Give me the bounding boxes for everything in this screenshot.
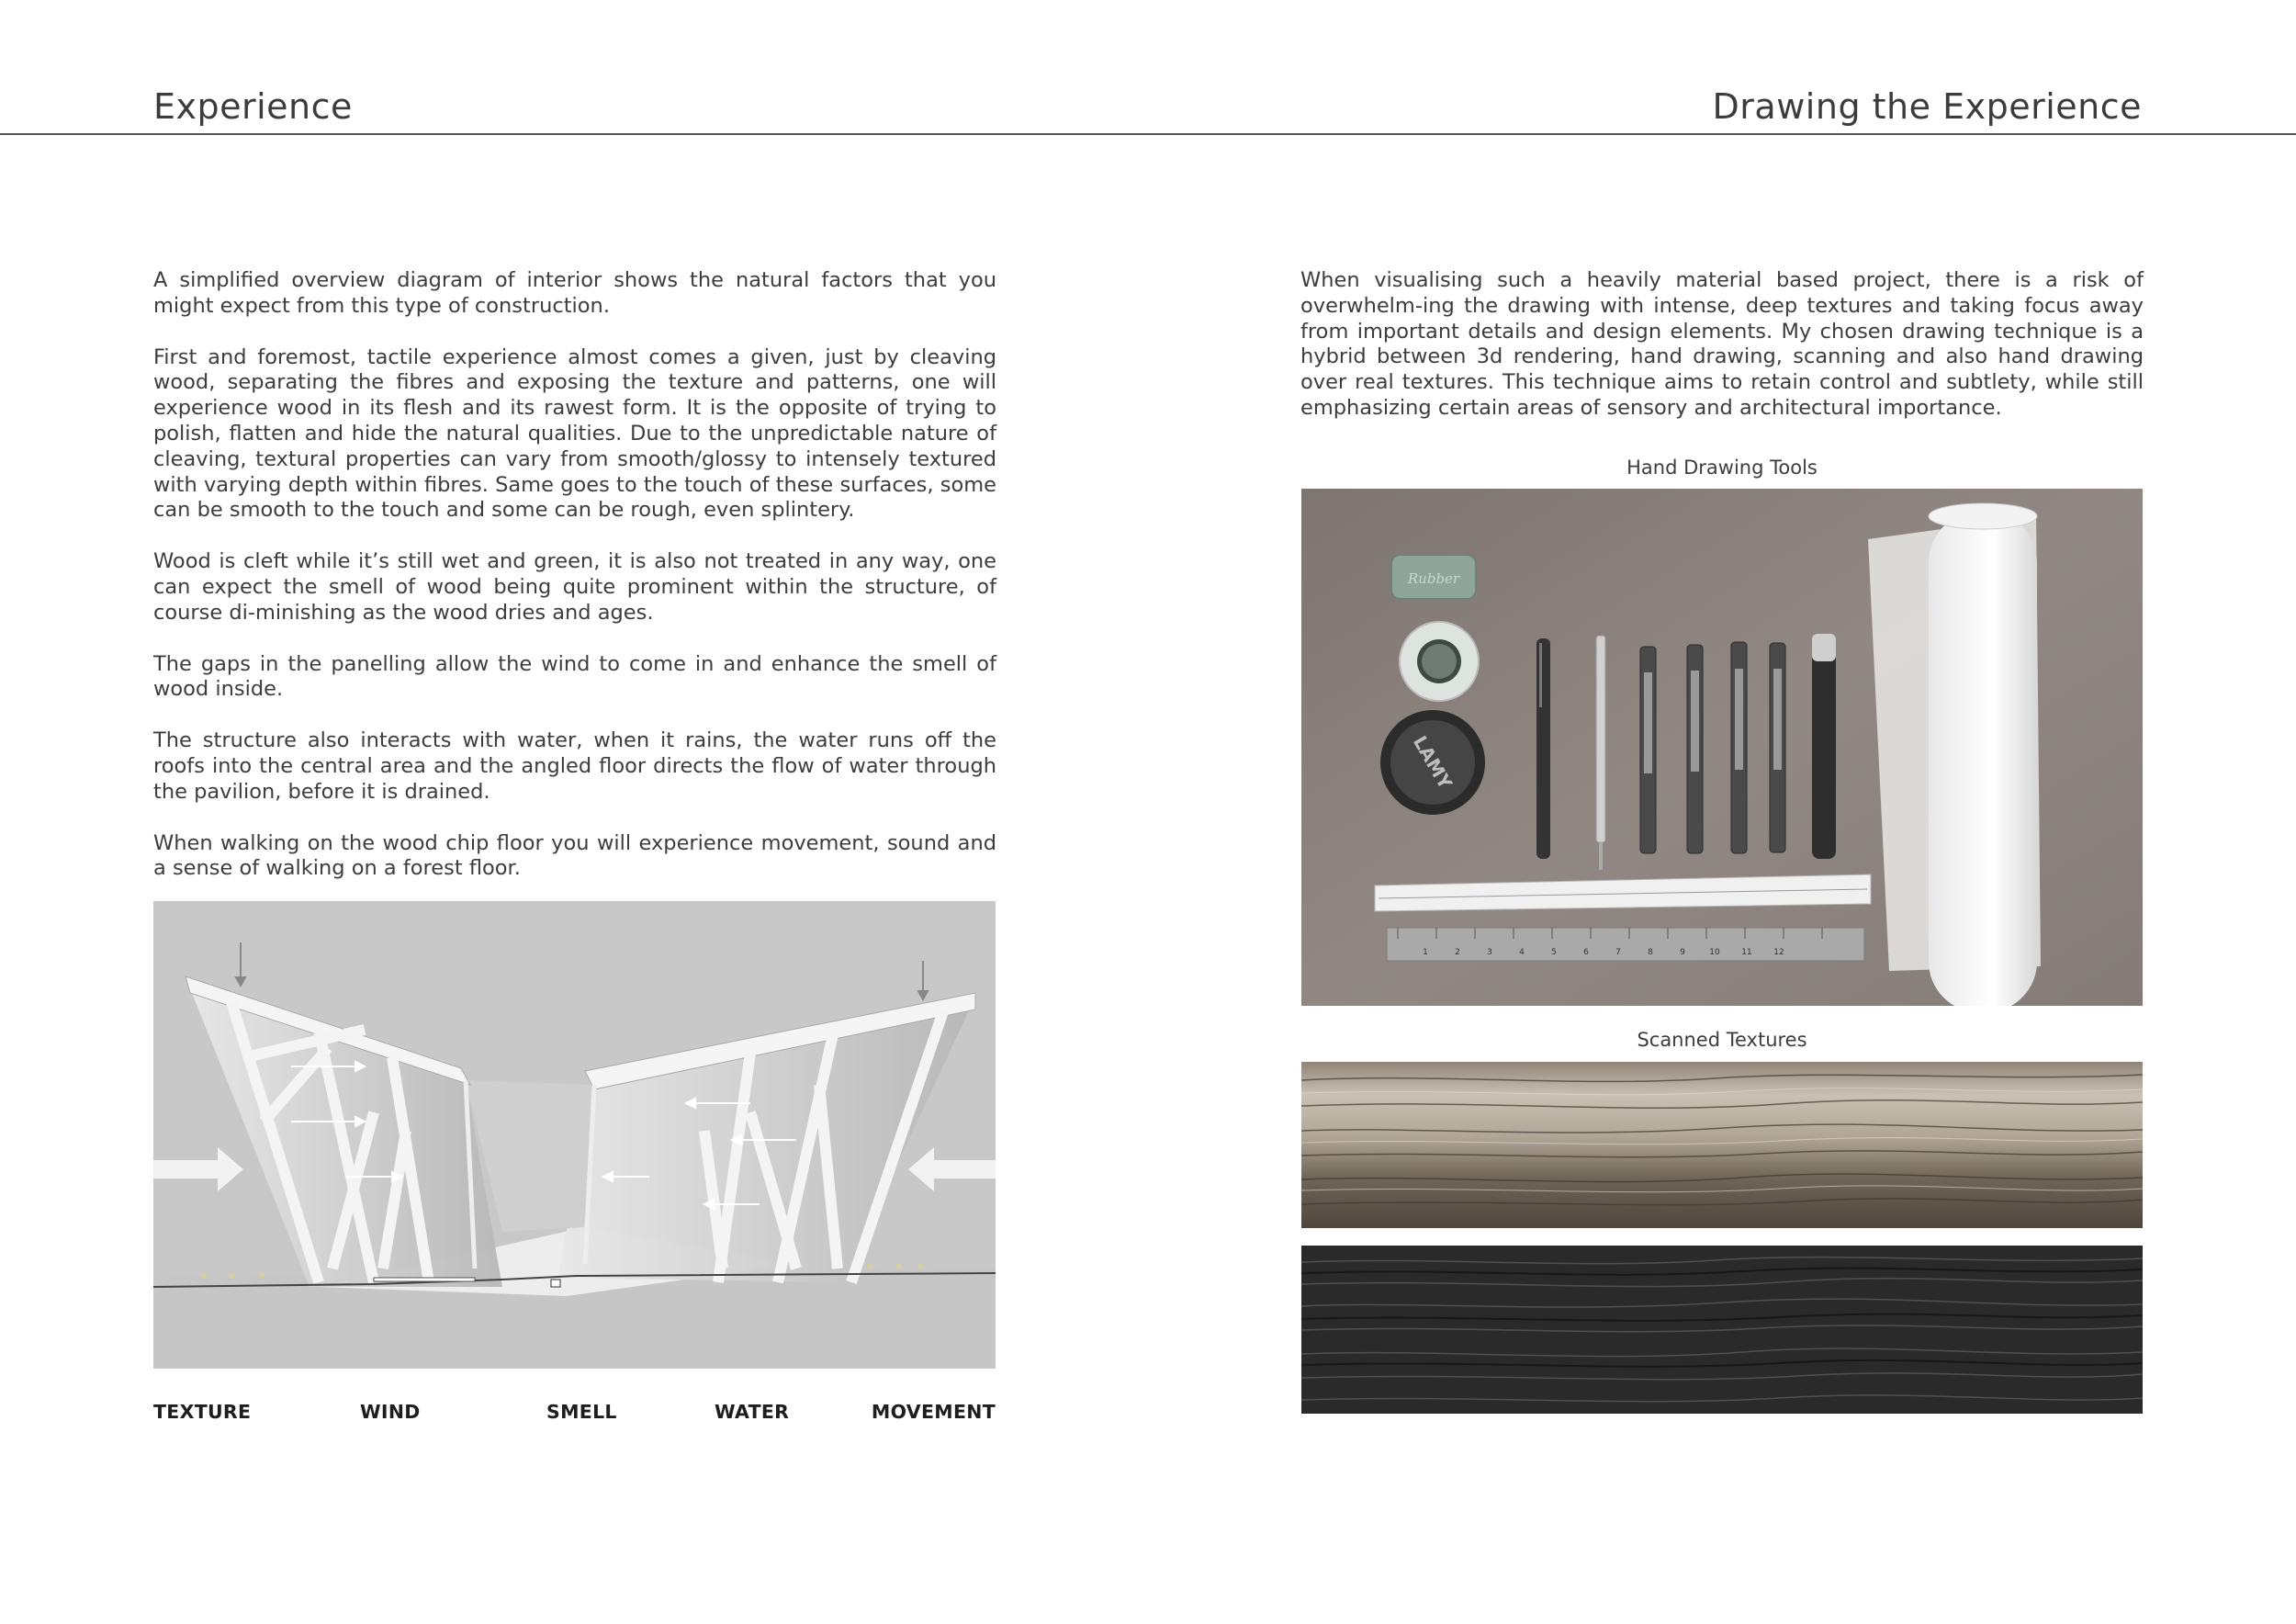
ruler-number: 1 [1423,948,1428,957]
textures-caption: Scanned Textures [1637,1029,1807,1051]
diagram-labels [153,1401,996,1428]
tools-caption: Hand Drawing Tools [1626,457,1818,479]
label-water: WATER [715,1401,790,1423]
scanned-texture-dark-wood [1301,1246,2143,1414]
ruler-number: 8 [1648,948,1653,957]
ruler-number: 2 [1455,948,1460,957]
paragraph: The gaps in the panelling allow the wind to come in and enhance the smell of wood inside. [153,651,996,702]
ruler-number: 3 [1487,948,1492,957]
header-rule [0,133,2296,135]
dark-wood-texture [1301,1246,2143,1414]
light-wood-texture [1301,1062,2143,1228]
hand-drawing-tools-photo [1301,489,2143,1006]
ruler-number: 9 [1680,948,1685,957]
ruler-number: 7 [1615,948,1621,957]
ruler-number: 4 [1519,948,1525,957]
tools-illustration [1301,489,2143,1006]
ruler-number: 11 [1741,948,1752,957]
paragraph: When walking on the wood chip floor you will experience movement, sound and a sense of walking on a forest floor. [153,830,996,881]
paragraph: The structure also interacts with water, when it rains, the water runs off the roofs into the central area and the angled floor directs the flow of water through the pavilion, before it is drained. [153,728,996,804]
left-text-column [153,268,996,908]
ruler-number: 12 [1773,948,1784,957]
page-title-right: Drawing the Experience [1712,86,2142,127]
label-movement: MOVEMENT [871,1401,996,1423]
label-texture: TEXTURE [153,1401,252,1423]
label-smell: SMELL [546,1401,617,1423]
pavilion-section-drawing [153,901,996,1369]
ruler-number: 6 [1583,948,1589,957]
ruler-number: 10 [1709,948,1720,957]
label-wind: WIND [360,1401,421,1423]
pavilion-section-diagram [153,901,996,1369]
right-text-column [1300,268,2144,447]
paragraph: When visualising such a heavily material based project, there is a risk of overwhelm-ing the drawing with intense, deep textures and taking focus away from important details and design elements. My chosen drawing technique is a hybrid between 3d rendering, hand drawing, scanning and also hand drawing over real textures. This technique aims to retain control and subtlety, while still emphasizing certain areas of sensory and architectural importance. [1300,268,2144,420]
paragraph: First and foremost, tactile experience almost comes a given, just by cleaving wood, separating the fibres and exposing the texture and patterns, one will experience wood in its flesh and its rawest form. It is the opposite of trying to polish, flatten and hide the natural qualities. Due to the unpredictable nature of cleaving, textural properties can vary from smooth/glossy to intensely textured with varying depth within fibres. Same goes to the touch of these surfaces, some can be smooth to the touch and some can be rough, even splintery. [153,344,996,523]
paragraph: A simplified overview diagram of interior shows the natural factors that you might expect from this type of construction. [153,268,996,318]
scanned-texture-light-wood [1301,1062,2143,1228]
page-title-left: Experience [153,86,353,127]
eraser-brand: Rubber [1407,570,1460,587]
paragraph: Wood is cleft while it’s still wet and green, it is also not treated in any way, one can expect the smell of wood being quite prominent within the structure, of course di-minishing as the wood dries and ages. [153,549,996,625]
ink-bottle-brand: LAMY [1408,731,1458,794]
ruler-number: 5 [1551,948,1557,957]
